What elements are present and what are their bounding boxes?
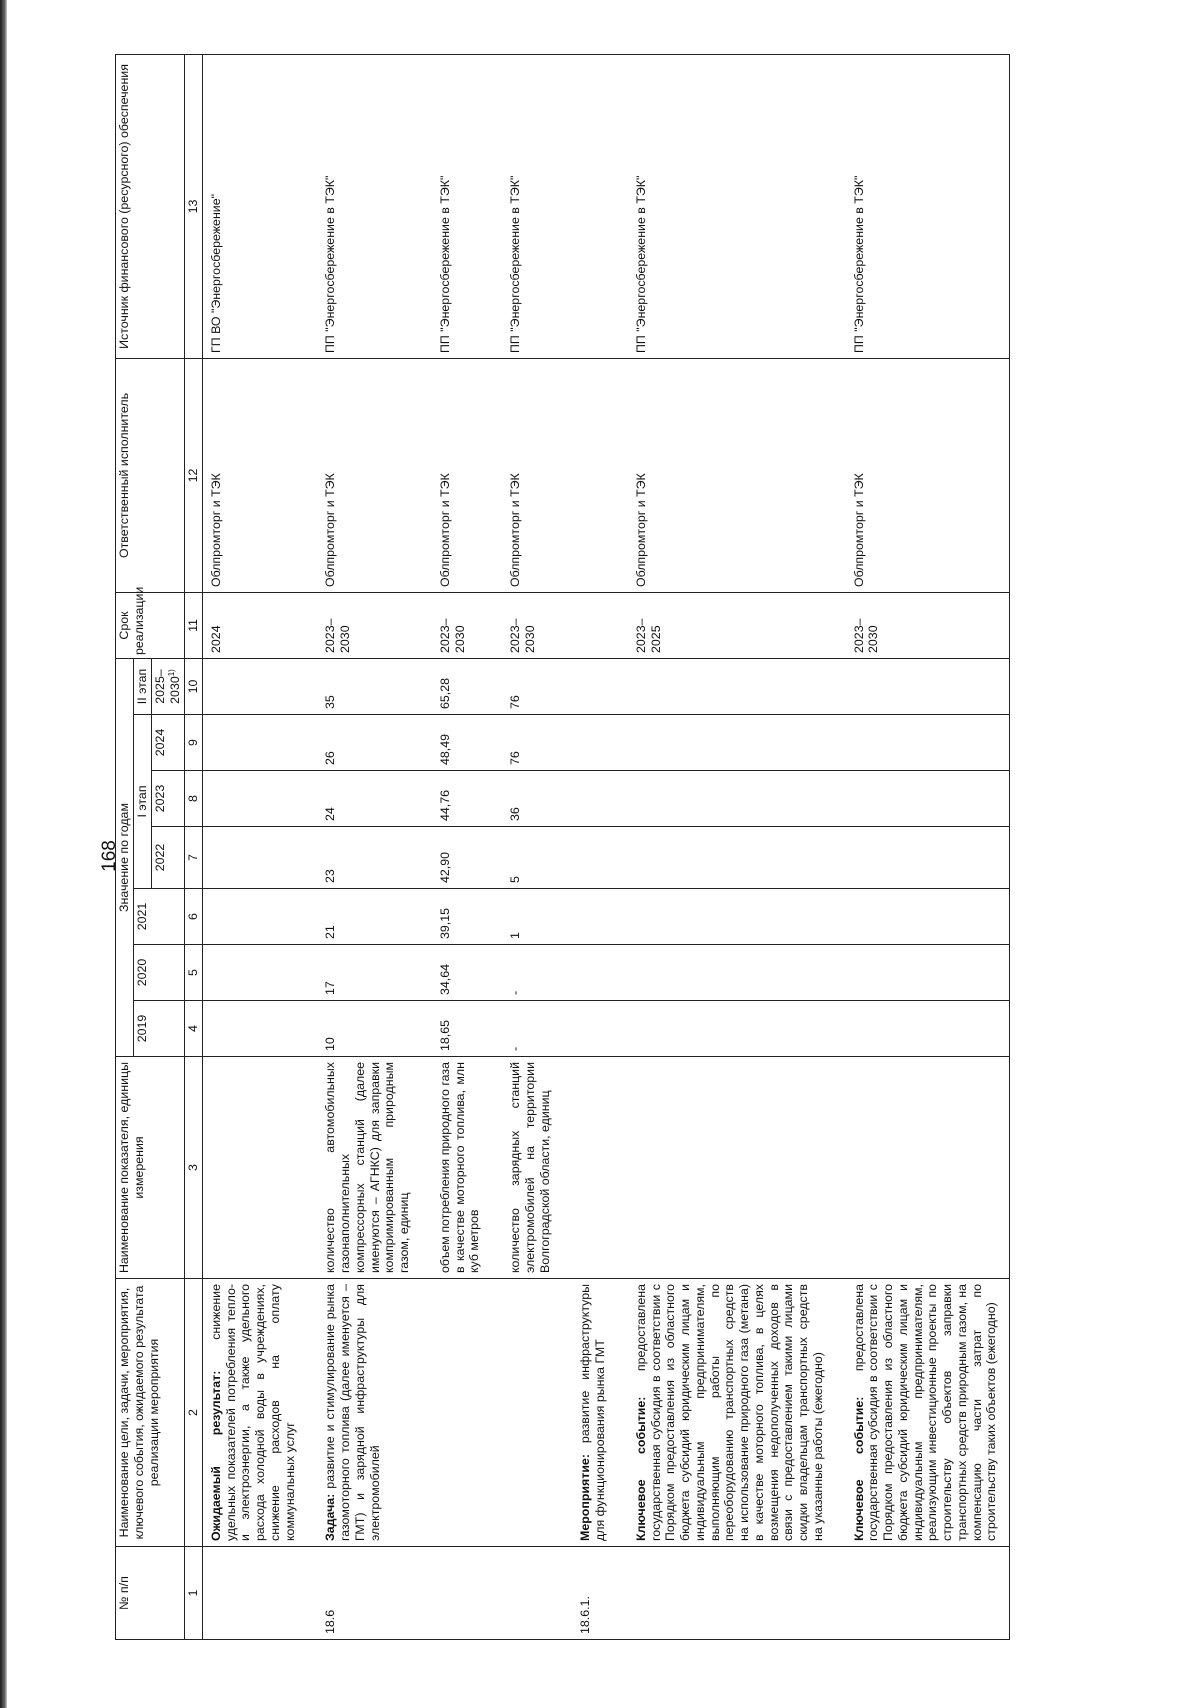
indicator-agnks-2025-2030: 35 [323,658,412,714]
measure-text: развитие инфраструктуры для функционирования рынка ГМТ [578,1284,608,1541]
column-number: 2 [185,1279,203,1547]
column-number: 11 [185,592,203,658]
header-source: Источник финансового (ресурсного) обеспечения [116,54,185,358]
table-row-task [323,54,412,1639]
table-row-expected-result [202,54,297,1639]
indicator-agnks-term: 2023–2030 [323,592,412,658]
key-event-2-term: 2023–2030 [852,592,1010,658]
page-number: 168 [99,840,120,872]
column-number: 3 [185,1057,203,1279]
column-number: 13 [185,54,203,358]
column-number: 9 [185,715,203,771]
header-indicator: Наименование показателя, единицы измерения [116,1057,185,1279]
key-event-2-text: предоставлена государственная субсидия в соответствии с Порядком предоставления из областного бюджета субсидий юридическим лицам и индивидуальным предпринимателям, реализующим инвестиционные проекты по строительству объектов заправки транспортных средств природным газом, на компенсацию части затрат по строительству таких объектов (ежегодно) [851,1284,999,1541]
table-row-key-event-2 [852,54,1010,1639]
column-number: 12 [185,358,203,592]
indicator-charging-2025-2030: 76 [508,658,552,714]
measure-cell [578,1279,608,1547]
task-text: развитие и стимулирование рынка газомоторного топлива (далее именуется – ГМТ) и зарядной инфраструктуры для электромобилей [323,1284,382,1541]
expected-result-label: Ожидаемый результат: [208,1370,223,1541]
header-2019: 2019 [133,1001,184,1057]
table-header [116,54,203,1639]
indicator-charging-2020: - [508,945,552,1001]
header-2021: 2021 [133,889,184,945]
indicator-agnks-2021: 21 [323,889,412,945]
program-table [115,54,1010,1640]
indicator-gas-term: 2023–2030 [438,592,482,658]
indicator-gas-2020: 34,64 [438,945,482,1001]
indicator-gas-2023: 44,76 [438,771,482,827]
indicator-agnks-2022: 23 [323,827,412,889]
header-term: Срок реализации [116,592,185,658]
indicator-charging-2023: 36 [508,771,552,827]
header-responsible: Ответственный исполнитель [116,358,185,592]
table-body [202,54,1009,1639]
key-event-1-source: ПП "Энергосбережение в ТЭК" [634,54,826,358]
indicator-charging-responsible: Облпромторг и ТЭК [508,358,552,592]
measure-num: 18.6.1. [578,1547,608,1640]
indicator-agnks-2023: 24 [323,771,412,827]
table-row-measure [578,54,608,1639]
indicator-gas-2025-2030: 65,28 [438,658,482,714]
expected-responsible: Облпромторг и ТЭК [202,358,297,592]
key-event-2-responsible: Облпромторг и ТЭК [852,358,1010,592]
header-2025-2030: 2025–2030$^{1)}$ [151,658,185,714]
header-stage2: II этап [133,658,151,714]
column-number: 8 [185,771,203,827]
indicator-charging-name: количество зарядных станций электромобилей на территории Волгоградской области, единиц [508,1057,552,1279]
indicator-gas-responsible: Облпромторг и ТЭК [438,358,482,592]
header-values-by-year: Значение по годам [116,658,134,1056]
indicator-agnks-source: ПП "Энергосбережение в ТЭК" [323,54,412,358]
indicator-gas-2022: 42,90 [438,827,482,889]
header-2020: 2020 [133,945,184,1001]
indicator-charging-source: ПП "Энергосбережение в ТЭК" [508,54,552,358]
table-row-key-event-1 [634,54,826,1639]
table-row-indicator-charging [508,54,552,1639]
task-num: 18.6 [323,1547,412,1640]
key-event-2-cell [852,1279,1010,1547]
indicator-gas-source: ПП "Энергосбережение в ТЭК" [438,54,482,358]
column-number: 10 [185,658,203,714]
expected-term: 2024 [202,592,297,658]
indicator-gas-name: объем потребления природного газа в качестве моторного топлива, млн куб метров [438,1057,482,1279]
expected-source: ГП ВО "Энергосбережение" [202,54,297,358]
column-number: 7 [185,827,203,889]
expected-result-cell [202,1279,297,1547]
key-event-1-cell [634,1279,826,1547]
indicator-charging-term: 2023–2030 [508,592,552,658]
column-number: 6 [185,889,203,945]
task-cell [323,1279,412,1547]
column-number: 4 [185,1001,203,1057]
header-2024: 2024 [151,715,185,771]
indicator-charging-2021: 1 [508,889,552,945]
column-number: 5 [185,945,203,1001]
expected-result-text: снижение удельных показателей потребления тепло- и электроэнергии, а также удельного расхода холодной воды в учреждениях, снижение расходов на оплату коммунальных услуг [208,1284,297,1541]
key-event-1-responsible: Облпромторг и ТЭК [634,358,826,592]
key-event-2-source: ПП "Энергосбережение в ТЭК" [852,54,1010,358]
indicator-gas-2021: 39,15 [438,889,482,945]
measure-label: Мероприятие: [578,1454,593,1541]
indicator-agnks-2024: 26 [323,715,412,771]
indicator-gas-2024: 48,49 [438,715,482,771]
column-number: 1 [185,1547,203,1640]
header-2023: 2023 [151,771,185,827]
indicator-gas-2019: 18,65 [438,1001,482,1057]
scan-edge [0,0,7,1708]
indicator-agnks-2019: 10 [323,1001,412,1057]
task-label: Задача: [323,1493,338,1541]
key-event-1-term: 2023–2025 [634,592,826,658]
indicator-agnks-name: количество автомобильных газонаполнительных компрессорных станций (далее именуются – АГНКС) для заправки компримированным природным газом, единиц [323,1057,412,1279]
key-event-1-label: Ключевое событие: [633,1396,648,1541]
indicator-charging-2022: 5 [508,827,552,889]
indicator-charging-2024: 76 [508,715,552,771]
header-name: Наименование цели, задачи, мероприятия, ключевого события, ожидаемого результата реализации мероприятия [116,1279,185,1547]
table-row-indicator-gas [438,54,482,1639]
header-num: № п/п [116,1547,185,1640]
header-stage1: I этап [133,715,151,889]
key-event-1-text: предоставлена государственная субсидия в соответствии с Порядком предоставления из областного бюджета субсидий юридическим лицам и индивидуальным предпринимателям, выполняющим работы по переоборудованию транспортных средств на использование природного газа (метана) в качестве моторного топлива, в целях возмещения недополученных доходов в связи с предоставлением такими лицами скидки владельцам транспортных средств на указанные работы (ежегодно) [633,1284,825,1541]
rotated-page [115,55,1120,1640]
header-2022: 2022 [151,827,185,889]
key-event-2-label: Ключевое событие: [851,1396,866,1541]
column-numbers-row [185,54,203,1639]
indicator-agnks-responsible: Облпромторг и ТЭК [323,358,412,592]
indicator-charging-2019: - [508,1001,552,1057]
indicator-agnks-2020: 17 [323,945,412,1001]
